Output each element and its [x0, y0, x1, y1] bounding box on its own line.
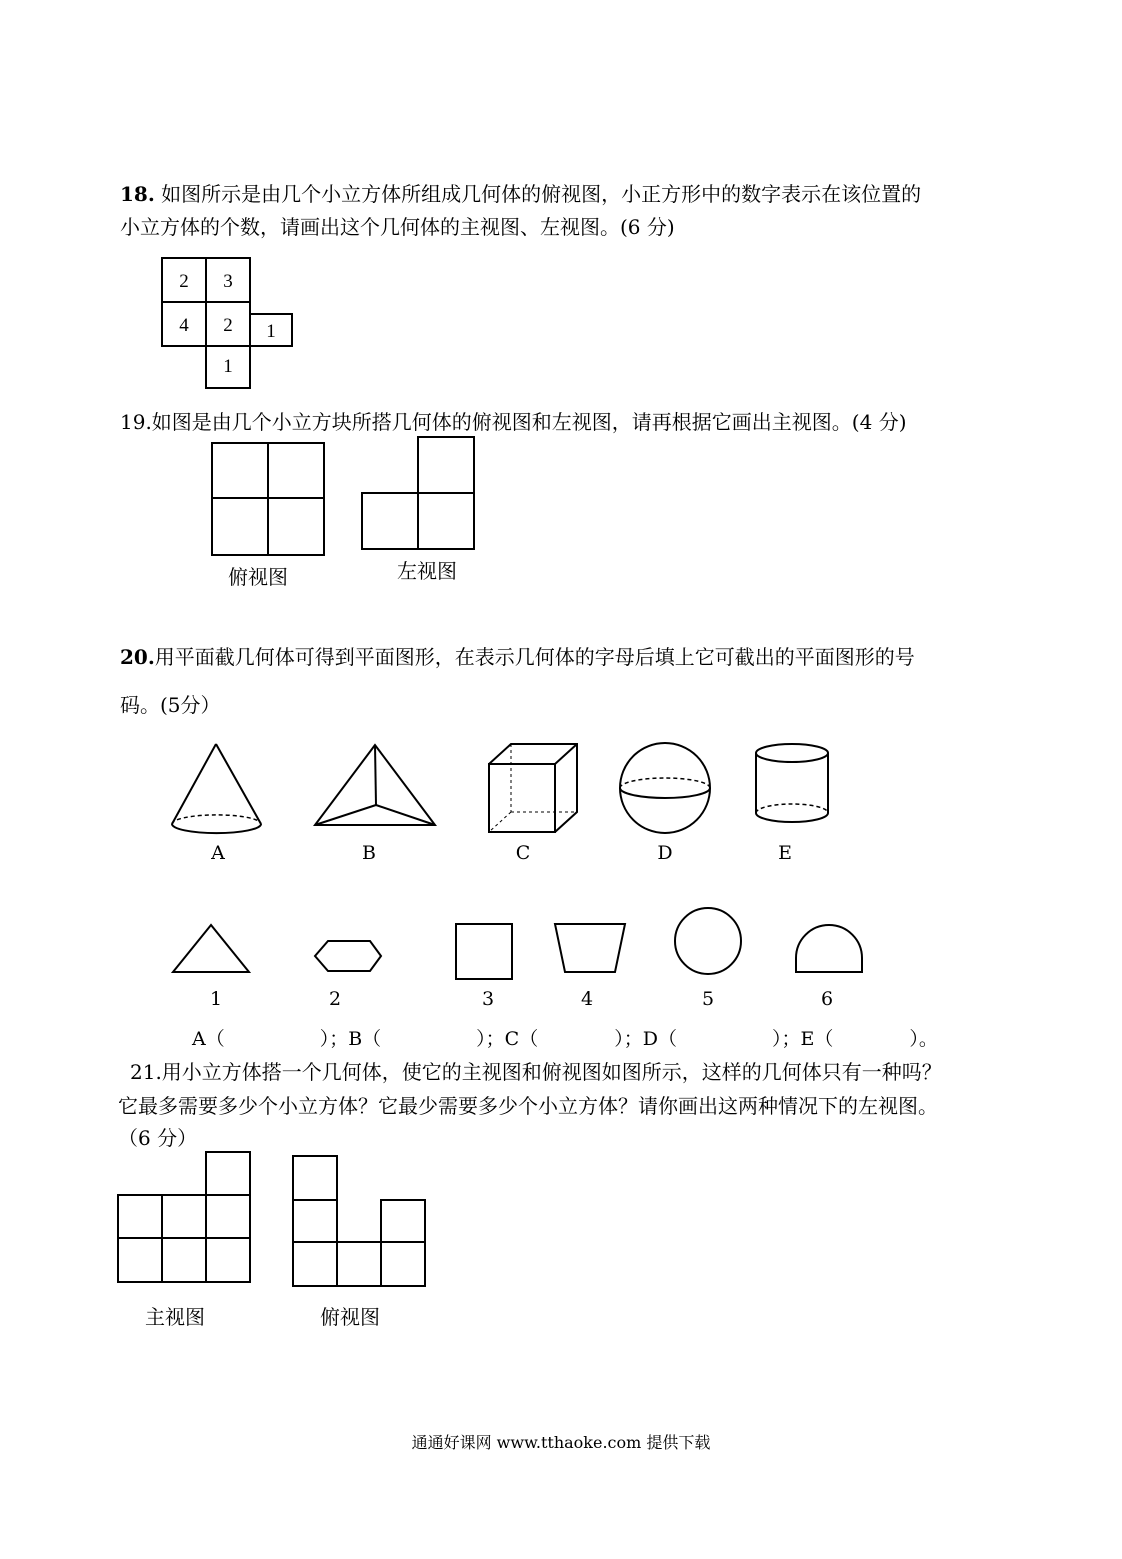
shape-label-5: 5 — [701, 988, 715, 1010]
q19-top-view-caption: 俯视图 — [228, 565, 288, 589]
q18-count-r3c2: 1 — [223, 356, 233, 377]
q18-text-line1: 如图所示是由几个小立方体所组成几何体的俯视图，小正方形中的数字表示在该位置的 — [161, 182, 922, 206]
solid-label-d: D — [657, 842, 673, 864]
cone-figure — [168, 740, 268, 840]
q20-line1 — [120, 645, 915, 669]
q20-line2: 码。(5分） — [120, 693, 221, 717]
q18-count-r1c2: 3 — [223, 271, 233, 292]
solid-label-a: A — [211, 842, 225, 864]
hexagon-shape — [312, 938, 384, 974]
solid-label-c: C — [515, 842, 531, 864]
q21-top-view-caption: 俯视图 — [320, 1305, 380, 1329]
pyramid-figure — [310, 740, 440, 830]
q18-line2: 小立方体的个数，请画出这个几何体的主视图、左视图。(6 分) — [120, 215, 675, 239]
q20-number: 20. — [120, 645, 155, 669]
q19-left-view-caption: 左视图 — [397, 559, 457, 583]
shape-label-4: 4 — [580, 988, 594, 1010]
q21-line2: 它最多需要多少个小立方体？它最少需要多少个小立方体？请你画出这两种情况下的左视图。 — [118, 1094, 938, 1118]
q18-count-r2c1: 4 — [179, 315, 189, 336]
q21-front-view-caption: 主视图 — [145, 1305, 205, 1329]
solid-label-b: B — [362, 842, 376, 864]
q21-line3: （6 分） — [118, 1126, 198, 1150]
triangle-shape — [170, 922, 252, 974]
trapezoid-shape — [553, 922, 627, 974]
q19-text: 19.如图是由几个小立方块所搭几何体的俯视图和左视图，请再根据它画出主视图。(4 分) — [120, 410, 907, 434]
circle-shape — [672, 905, 744, 977]
shape-label-2: 2 — [328, 988, 342, 1010]
q21-line1: 21.用小立方体搭一个几何体，使它的主视图和俯视图如图所示，这样的几何体只有一种吗？ — [130, 1060, 942, 1084]
page-footer: 通通好课网 www.tthaoke.com 提供下载 — [411, 1433, 711, 1452]
q18-number: 18. — [120, 182, 155, 206]
semicircle-shape — [793, 922, 865, 974]
shape-label-3: 3 — [481, 988, 495, 1010]
q18-count-r2c2: 2 — [223, 315, 233, 336]
q21-top-view — [291, 1154, 427, 1288]
q20-text-line1: 用平面截几何体可得到平面图形，在表示几何体的字母后填上它可截出的平面图形的号 — [154, 645, 915, 669]
q18-count-r2c3: 1 — [266, 321, 276, 342]
q19-top-view — [210, 441, 326, 557]
square-shape — [454, 922, 514, 980]
q18-line1 — [120, 182, 921, 206]
q18-top-view-grid — [160, 256, 300, 391]
cube-figure — [487, 742, 582, 837]
q20-answer-line: A（ ）；B（ ）；C（ ）；D（ ）；E（ ）。 — [192, 1028, 938, 1050]
cylinder-figure — [754, 742, 834, 828]
shape-label-1: 1 — [209, 988, 223, 1010]
shape-label-6: 6 — [820, 988, 834, 1010]
q19-left-view — [360, 435, 476, 551]
sphere-figure — [617, 742, 713, 838]
q21-front-view — [116, 1150, 252, 1284]
q18-count-r1c1: 2 — [179, 271, 189, 292]
solid-label-e: E — [778, 842, 792, 864]
